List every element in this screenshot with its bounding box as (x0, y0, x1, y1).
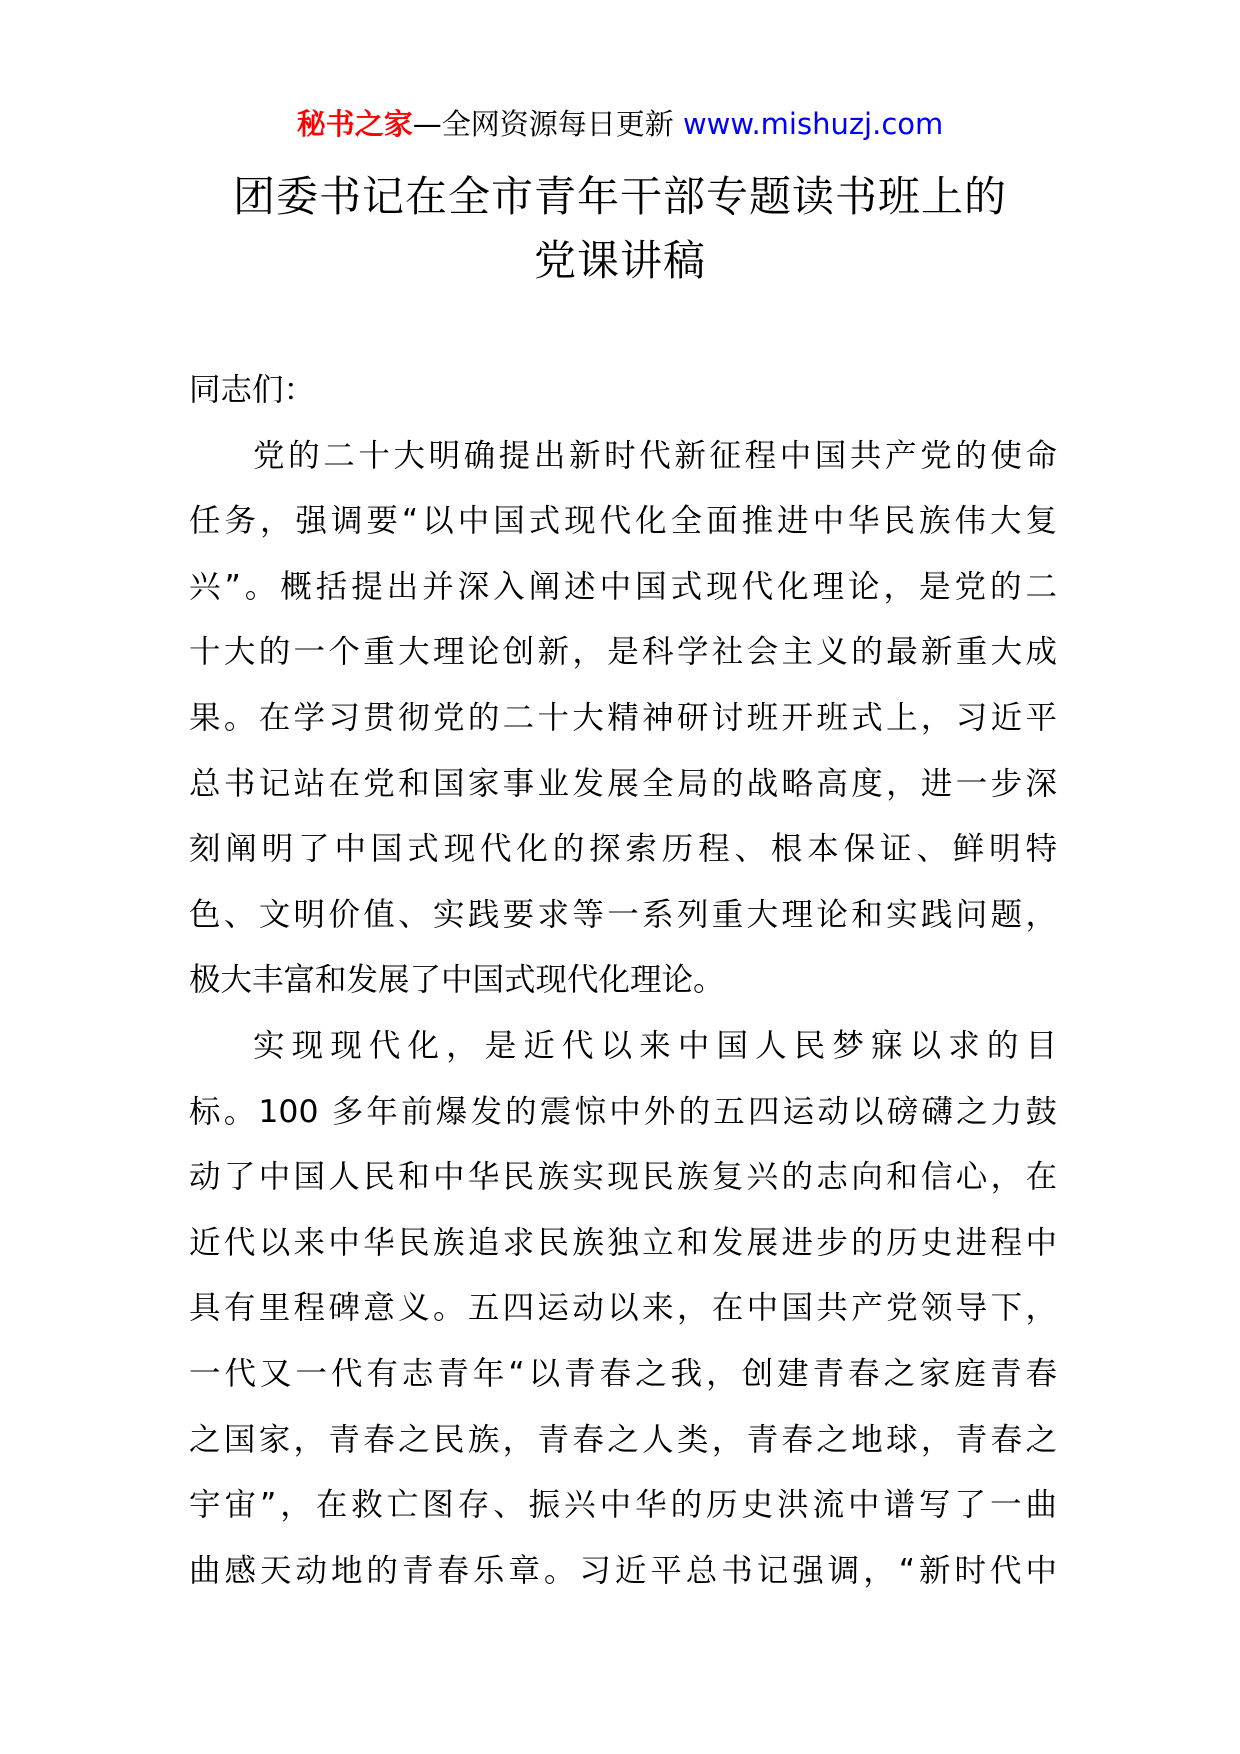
site-url: www.mishuzj.com (682, 107, 944, 141)
text-line: 兴”。概括提出并深入阐述中国式现代化理论，是党的二 (189, 568, 1057, 605)
text-line: 一代又一代有志青年“以青春之我，创建青春之家庭青春 (189, 1355, 1057, 1392)
text-line: 动了中国人民和中华民族实现民族复兴的志向和信心，在 (189, 1159, 1057, 1196)
text-line: 曲感天动地的青春乐章。习近平总书记强调，“新时代中 (189, 1552, 1057, 1589)
site-header (0, 104, 1240, 144)
title-line: 团委书记在全市青年干部专题读书班上的 (232, 172, 1007, 221)
site-tagline: —全网资源每日更新 (412, 107, 683, 141)
text-line: 十大的一个重大理论创新，是科学社会主义的最新重大成 (189, 634, 1057, 671)
paragraph (189, 1014, 1057, 1604)
paragraph (189, 424, 1057, 1014)
text-line: 标。100 多年前爆发的震惊中外的五四运动以磅礴之力鼓 (189, 1093, 1057, 1130)
text-line: 刻阐明了中国式现代化的探索历程、根本保证、鲜明特 (189, 831, 1057, 868)
site-brand: 秘书之家 (296, 107, 413, 141)
document-title (150, 165, 1090, 293)
text-line: 色、文明价值、实践要求等一系列重大理论和实践问题， (189, 896, 1057, 933)
text-line: 具有里程碑意义。五四运动以来，在中国共产党领导下， (189, 1290, 1057, 1327)
text-line: 近代以来中华民族追求民族独立和发展进步的历史进程中 (189, 1224, 1057, 1261)
title-line: 党课讲稿 (533, 236, 706, 285)
text-line: 果。在学习贯彻党的二十大精神研讨班开班式上，习近平 (189, 699, 1057, 736)
text-line: 总书记站在党和国家事业发展全局的战略高度，进一步深 (189, 765, 1057, 802)
text-line: 任务，强调要“以中国式现代化全面推进中华民族伟大复 (189, 503, 1057, 540)
text-line: 之国家，青春之民族，青春之人类，青春之地球，青春之 (189, 1421, 1057, 1458)
text-line: 实现现代化，是近代以来中国人民梦寐以求的目 (253, 1027, 1057, 1064)
text-line: 极大丰富和发展了中国式现代化理论。 (189, 962, 725, 999)
salutation: 同志们： (189, 372, 316, 408)
text-line: 党的二十大明确提出新时代新征程中国共产党的使命 (253, 437, 1057, 474)
text-line: 宇宙”，在救亡图存、振兴中华的历史洪流中谱写了一曲 (189, 1487, 1057, 1524)
document-body (189, 358, 1057, 1604)
